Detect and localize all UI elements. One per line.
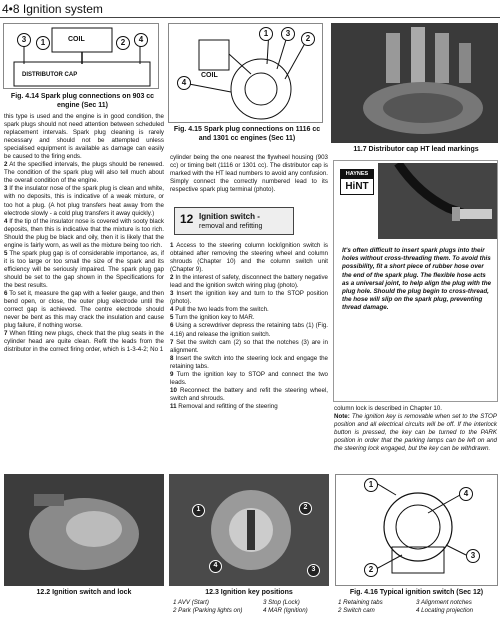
step: 8 Insert the switch into the steering lock and engage the retaining tabs. [170, 354, 328, 370]
paragraph: 3 If the insulator nose of the spark plug is clean and white, with no deposits, this is indicative of a weak mixture, or too hot a plug. (A hot plug transfers heat away from the electrode slowly - a cold plug transfers it away quickly.) [4, 185, 164, 217]
legend-item: 4 MAR (Ignition) [263, 607, 308, 614]
figure-4-15 [168, 23, 323, 123]
paragraph: 7 When fitting new plugs, check that the plug seats in the cylinder head are quite clean. Refit the leads from the distributor in the correct firing order, which is 1-3-4-2; No 1 [4, 330, 164, 354]
step: 5 Turn the ignition key to MAR. [170, 314, 255, 322]
page-title: 4•8 Ignition system [2, 2, 103, 16]
step: 9 Turn the ignition key to STOP and connect the two leads. [170, 370, 329, 386]
key-position-tag: 3 [307, 564, 320, 577]
paragraph: 6 To set it, measure the gap with a feeler gauge, and then bend open, or close, the outer plug electrode until the correct gap is achieved. The centre electrode should never be bent as this may crack the insulation and cause plug failure, if nothing worse. [4, 290, 164, 330]
lead-number-tag: 3 [281, 27, 295, 41]
paragraph: this type is used and the engine is in good condition, the spark plugs should not need attention between scheduled replacement intervals. Spark plug cleaning is rarely necessary and should not be attempted unless specialised equipment is available as damage can easily be caused to the firing ends. [4, 113, 164, 161]
coil-distributor-diagram [169, 24, 323, 123]
paragraph: column lock is described in Chapter 10. [334, 405, 442, 412]
lead-number-tag: 2 [301, 32, 315, 46]
lead-number-tag: 1 [36, 36, 50, 50]
lead-number-tag: 2 [116, 36, 130, 50]
ignition-key-photo-icon [169, 474, 329, 586]
photo-12-3 [169, 474, 329, 586]
legend-item: 2 Switch cam [338, 607, 375, 614]
photo-12-3-caption: 12.3 Ignition key positions [205, 589, 293, 596]
step: 6 Using a screwdriver depress the retaining tabs (1) (Fig. 4.16) and release the ignition switch. [170, 322, 328, 338]
step: 2 In the interest of safety, disconnect the battery negative lead and the ignition switch wiring plug (photo). [170, 274, 328, 290]
section-number: 12 [180, 212, 194, 226]
legend-item: 4 Locating projection [416, 607, 474, 614]
spark-plug-hose-icon [378, 163, 497, 239]
legend-item: 3 Stop (Lock) [263, 599, 300, 606]
lead-number-tag: 3 [17, 33, 31, 47]
figure-4-16 [335, 474, 498, 586]
coil-label: COIL [201, 72, 218, 79]
step: 1 Access to the steering column lock/ignition switch is obtained after removing the steering wheel and column shrouds (Chapter 10) and the column switch unit (Chapter 9). [170, 242, 328, 274]
part-number-tag: 2 [364, 563, 378, 577]
paragraph: cylinder being the one nearest the flywheel housing (903 cc) or timing belt (1116 or 1301 cc). The distributor cap is marked with the HT lead numbers to avoid any confusion. Simply connect the correctly numbered lead to its respective spark plug terminal (photo). [170, 154, 328, 194]
part-number-tag: 3 [466, 549, 480, 563]
part-number-tag: 4 [459, 487, 473, 501]
coil-label: COIL [68, 36, 85, 43]
ignition-switch-diagram [336, 475, 498, 586]
text-column-2 [170, 154, 328, 194]
photo-12-2 [4, 474, 164, 586]
spark-plug-photo [378, 163, 497, 239]
photo-12-2-caption: 12.2 Ignition switch and lock [36, 589, 132, 596]
step: 3 Insert the ignition key and turn to the STOP position (photo). [170, 290, 328, 306]
key-position-tag: 2 [299, 502, 312, 515]
figure-4-15-caption: Fig. 4.15 Spark plug connections on 1116 cc and 1301 cc engines (Sec 11) [173, 126, 321, 142]
lead-number-tag: 4 [134, 33, 148, 47]
photo-11-7 [331, 23, 498, 143]
section-12-heading [174, 207, 294, 235]
haynes-hint-box [333, 160, 498, 402]
figure-4-16-caption: Fig. 4.16 Typical ignition switch (Sec 12) [349, 589, 484, 596]
hint-text: It's often difficult to insert spark plugs into their holes without cross-threading them. To avoid this possibility, fit a short piece of rubber hose over the end of the spark plug. The flexible hose acts as a universal joint, to help align the plug with the plug hole. Should the plug begin to cross-thread, the hose will slip on the spark plug, preventing thread damage. [342, 247, 492, 312]
page-header [0, 0, 500, 18]
legend-item: 2 Park (Parking lights on) [173, 607, 243, 614]
haynes-badge [340, 169, 374, 195]
step: 4 Pull the two leads from the switch. [170, 306, 269, 314]
key-position-tag: 4 [209, 560, 222, 573]
text-column-2-steps [170, 242, 328, 411]
ignition-switch-photo-icon [4, 474, 164, 586]
section-subtitle: removal and refitting [199, 223, 263, 230]
hint-label: HiNT [345, 181, 369, 192]
figure-4-14 [3, 23, 159, 89]
haynes-brand: HAYNES [341, 170, 373, 179]
text-column-1 [4, 113, 164, 354]
legend-item: 1 AVV (Start) [173, 599, 209, 606]
step: 10 Reconnect the battery and refit the steering wheel, switch and shrouds. [170, 386, 328, 402]
paragraph: 2 At the specified intervals, the plugs should be renewed. The condition of the spark plug will also tell much about the overall condition of the engine. [4, 161, 164, 185]
paragraph: 5 The spark plug gap is of considerable importance, as, if it is too large or too small the size of the spark and its efficiency will be seriously impaired. The spark plug gap should be set to the gap shown in the Specifications for the best results. [4, 249, 164, 289]
step: 7 Set the switch cam (2) so that the notches (3) are in alignment. [170, 338, 328, 354]
figure-4-14-caption: Fig. 4.14 Spark plug connections on 903 cc engine (Sec 11) [10, 93, 155, 109]
lead-number-tag: 4 [177, 76, 191, 90]
legend-item: 1 Retaining tabs [338, 599, 383, 606]
distributor-cap-label: DISTRIBUTOR CAP [22, 72, 78, 78]
step: 11 Removal and refitting of the steering [170, 402, 278, 410]
distributor-cap-photo-icon [331, 23, 498, 143]
note: Note: The ignition key is removable when set to the STOP position and all electrical circuits will be off. If the interlock button is pressed, the key can be turned to the PARK position in order that the parking lamps can be left on and the steering lock engaged, but the key can be withdrawn. [334, 413, 497, 453]
photo-11-7-caption: 11.7 Distributor cap HT lead markings [353, 146, 479, 153]
paragraph: 4 If the tip of the insulator nose is covered with sooty black deposits, then this is indicative that the mixture is too rich. Should the plug be black and oily, then it is likely that the engine is fairly worn, as well as the mixture being too rich. [4, 217, 164, 249]
section-title: Ignition switch - [199, 212, 260, 221]
text-column-3 [334, 405, 497, 453]
lead-number-tag: 1 [259, 27, 273, 41]
key-position-tag: 1 [192, 504, 205, 517]
legend-item: 3 Alignment notches [416, 599, 472, 606]
part-number-tag: 1 [364, 478, 378, 492]
